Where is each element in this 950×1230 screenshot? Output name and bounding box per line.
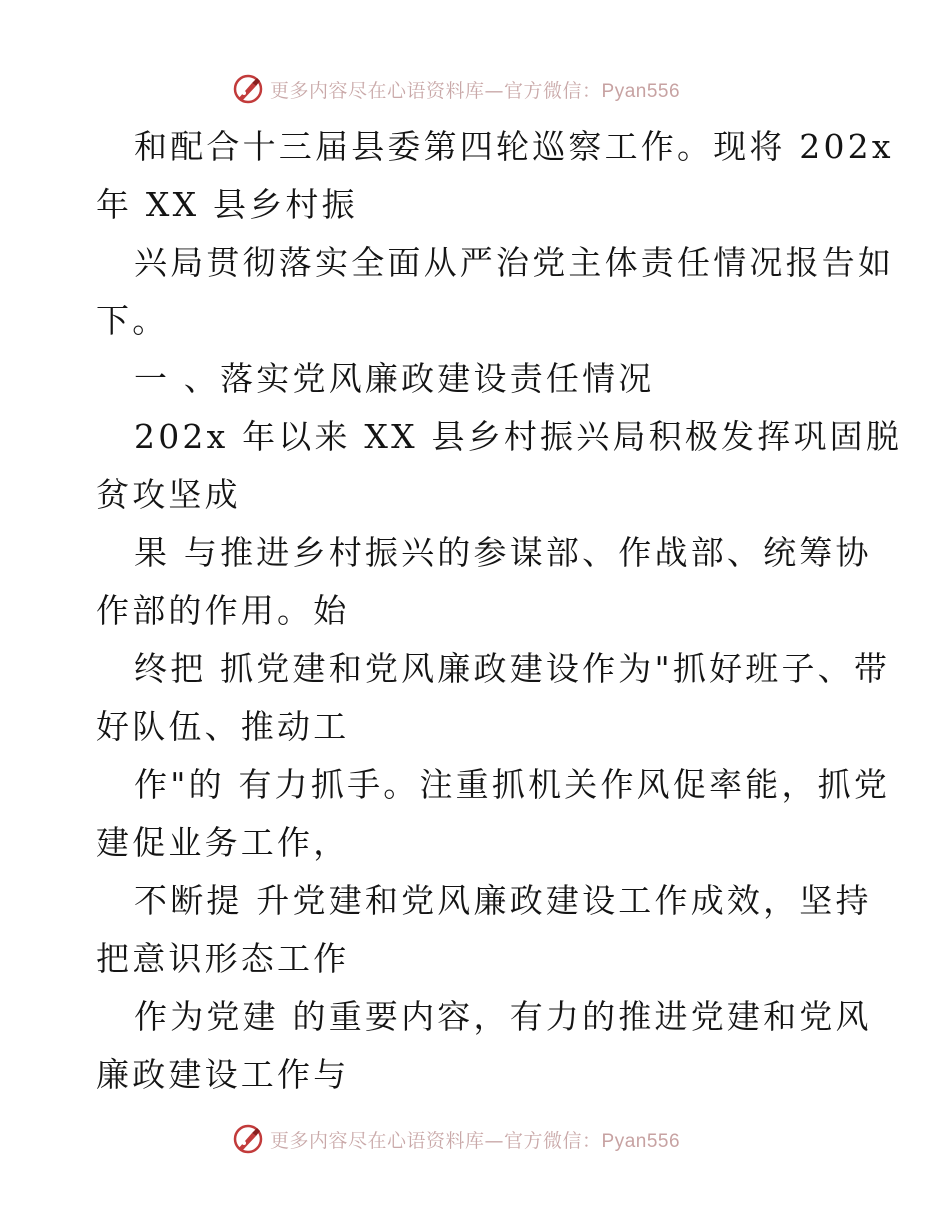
- watermark-text: 更多内容尽在心语资料库—官方微信：Pyan556: [270, 79, 681, 102]
- text-line: 下。: [96, 301, 169, 340]
- pen-logo-icon: [232, 1123, 264, 1155]
- text-line: 作为党建 的重要内容，有力的推进党建和党风: [134, 997, 872, 1036]
- footer-watermark: [232, 1122, 680, 1156]
- text-line: 廉政建设工作与: [96, 1055, 350, 1094]
- text-line: 作部的作用。始: [96, 591, 350, 630]
- text-line: 年 XX 县乡村振: [96, 185, 358, 224]
- watermark-id: Pyan556: [601, 80, 681, 102]
- document-body: [96, 118, 903, 1104]
- text-line: 兴局贯彻落实全面从严治党主体责任情况报告如: [134, 243, 895, 282]
- text-line: 好队伍、推动工: [96, 707, 350, 746]
- header-watermark: [232, 72, 680, 106]
- text-line: 建促业务工作，: [96, 823, 350, 862]
- text-line: 和配合十三届县委第四轮巡察工作。现将 202x: [134, 127, 894, 166]
- text-line: 终把 抓党建和党风廉政建设作为"抓好班子、带: [134, 649, 891, 688]
- text-line: 作"的 有力抓手。注重抓机关作风促率能，抓党: [134, 765, 891, 804]
- text-line: 一 、落实党风廉政建设责任情况: [134, 359, 655, 398]
- text-line: 贫攻坚成: [96, 475, 241, 514]
- text-line: 不断提 升党建和党风廉政建设工作成效，坚持: [134, 881, 872, 920]
- text-line: 把意识形态工作: [96, 939, 350, 978]
- watermark-text: 更多内容尽在心语资料库—官方微信：Pyan556: [270, 1129, 681, 1152]
- watermark-id: Pyan556: [601, 1130, 681, 1152]
- text-line: 果 与推进乡村振兴的参谋部、作战部、统筹协: [134, 533, 872, 572]
- text-line: 202x 年以来 XX 县乡村振兴局积极发挥巩固脱: [134, 417, 903, 456]
- pen-logo-icon: [232, 73, 264, 105]
